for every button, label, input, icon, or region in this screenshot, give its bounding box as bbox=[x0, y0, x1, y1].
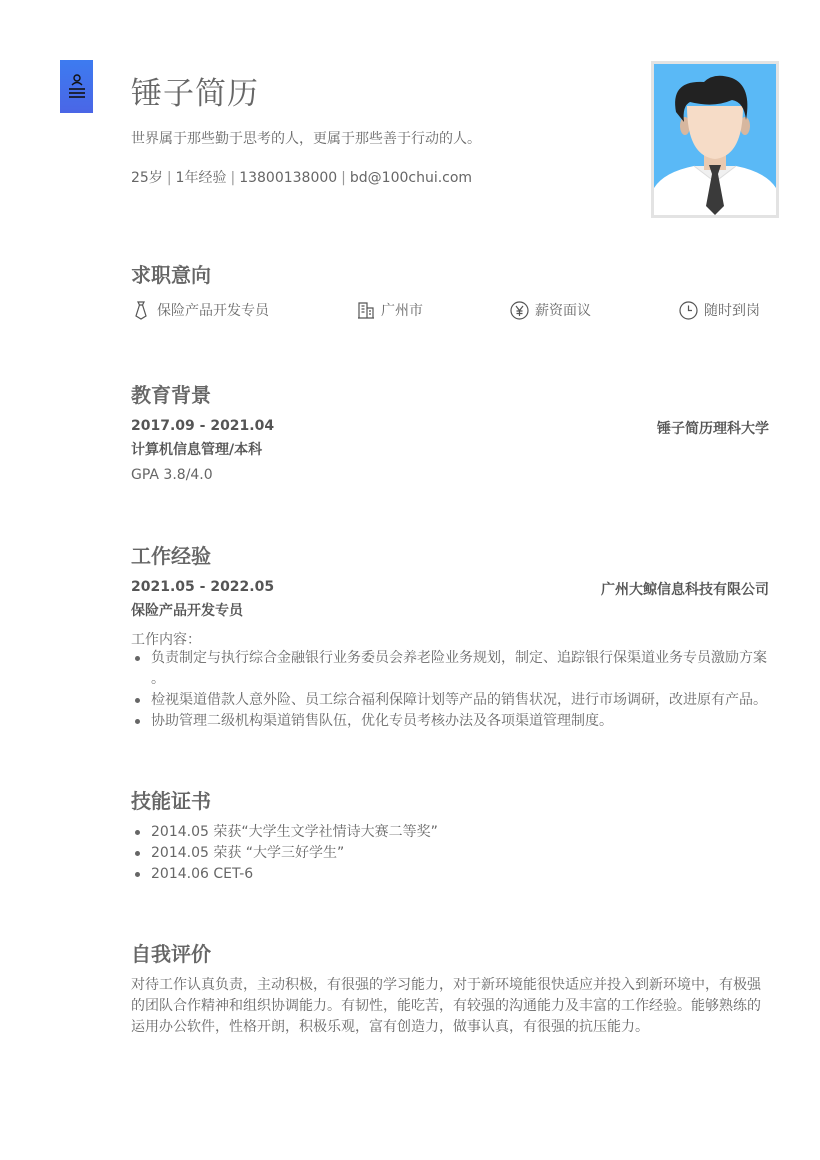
list-item: 2014.05 荣获 “大学三好学生” bbox=[131, 843, 771, 864]
resume-name: 锤子简历 bbox=[131, 76, 259, 112]
experience-years: 1年经验 bbox=[175, 170, 227, 186]
intent-city: 广州市 bbox=[357, 299, 423, 321]
education-period: 2017.09 - 2021.04 bbox=[131, 418, 275, 434]
education-major: 计算机信息管理/本科 bbox=[131, 442, 263, 458]
section-title-self-eval: 自我评价 bbox=[131, 942, 211, 966]
list-item: 2014.05 荣获“大学生文学社情诗大赛二等奖” bbox=[131, 822, 771, 843]
list-item: 负责制定与执行综合金融银行业务委员会养老险业务规划，制定、追踪银行保渠道业务专员激励方案 。 bbox=[131, 648, 771, 690]
self-evaluation: 对待工作认真负责，主动积极，有很强的学习能力，对于新环境能很快适应并投入到新环境中，有极强 的团队合作精神和组织协调能力。有韧性，能吃苦，有较强的沟通能力及丰富的工作经验。能够熟练的 运用办公软件，性格开朗，积极乐观，富有创造力，做事认真，有很强的抗压能力。 bbox=[131, 977, 761, 1035]
work-period: 2021.05 - 2022.05 bbox=[131, 579, 275, 595]
list-item: 协助管理二级机构渠道销售队伍，优化专员考核办法及各项渠道管理制度。 bbox=[131, 711, 771, 732]
age: 25岁 bbox=[131, 170, 163, 186]
building-icon bbox=[357, 301, 375, 319]
education-row bbox=[131, 418, 769, 438]
section-title-education: 教育背景 bbox=[131, 383, 211, 407]
tie-icon bbox=[131, 300, 151, 320]
section-title-intent: 求职意向 bbox=[131, 263, 211, 287]
clock-icon bbox=[679, 301, 698, 320]
phone: 13800138000 bbox=[239, 170, 338, 186]
person-icon bbox=[68, 73, 86, 101]
section-title-work: 工作经验 bbox=[131, 544, 211, 568]
section-title-skills: 技能证书 bbox=[131, 789, 211, 813]
yen-icon bbox=[510, 301, 529, 320]
profile-photo bbox=[651, 61, 779, 218]
email: bd@100chui.com bbox=[349, 170, 473, 186]
list-item: 检视渠道借款人意外险、员工综合福利保障计划等产品的销售状况，进行市场调研，改进原有产品。 bbox=[131, 690, 771, 711]
work-content-label: 工作内容： bbox=[131, 632, 201, 648]
work-company: 广州大鲸信息科技有限公司 bbox=[601, 582, 769, 598]
work-row bbox=[131, 579, 769, 599]
intent-salary: 薪资面议 bbox=[510, 299, 591, 321]
skills-list bbox=[131, 822, 771, 885]
intent-availability: 随时到岗 bbox=[679, 299, 760, 321]
intent-position: 保险产品开发专员 bbox=[131, 299, 269, 321]
basic-info: 25岁 | 1年经验 | 13800138000 | bd@100chui.com bbox=[131, 170, 473, 186]
list-item: 2014.06 CET-6 bbox=[131, 864, 771, 885]
education-gpa: GPA 3.8/4.0 bbox=[131, 467, 213, 483]
profile-badge bbox=[60, 60, 93, 113]
motto: 世界属于那些勤于思考的人，更属于那些善于行动的人。 bbox=[131, 131, 481, 147]
work-duties bbox=[131, 648, 771, 732]
education-school: 锤子简历理科大学 bbox=[657, 421, 769, 437]
avatar-illustration bbox=[654, 64, 776, 215]
work-position: 保险产品开发专员 bbox=[131, 603, 243, 619]
